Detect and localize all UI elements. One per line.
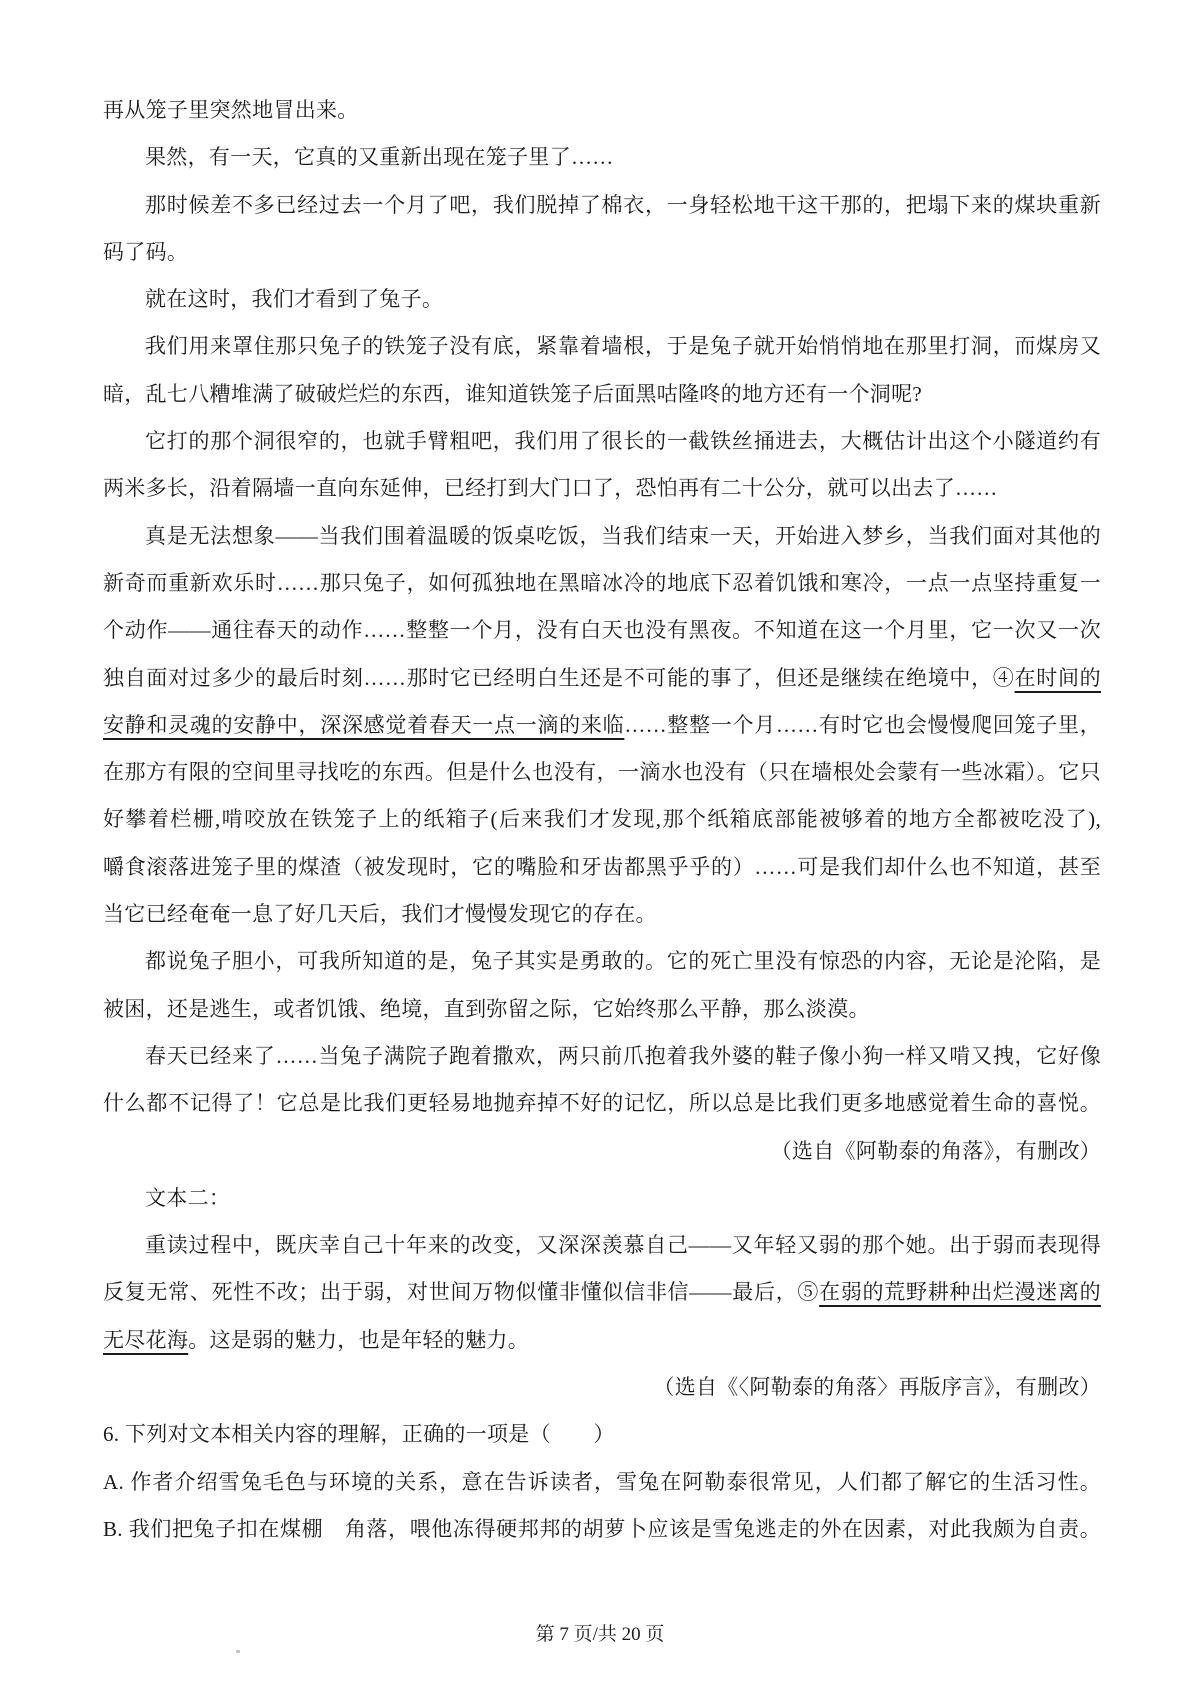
page-text	[103, 87, 1101, 1553]
text-segment: （选自《〈阿勒泰的角落〉再版序言》，有删改）	[653, 1375, 1101, 1400]
text-line-17	[103, 844, 1101, 891]
text-segment: 两米多长，沿着隔墙一直向东延伸，已经打到大门口了，恐怕再有二十公分，就可以出去了……	[103, 476, 998, 501]
text-segment: 那时候差不多已经过去一个月了吧，我们脱掉了棉衣，一身轻松地干这干那的，把塌下来的煤块重新	[145, 192, 1101, 217]
text-segment: （选自《阿勒泰的角落》，有删改）	[770, 1138, 1101, 1163]
text-segment: 文本二：	[145, 1185, 231, 1210]
text-segment: 在那方有限的空间里寻找吃的东西。但是什么也没有，一滴水也没有（只在墙根处会蒙有一些冰霜）。它只	[103, 760, 1101, 785]
scan-artifact-dot	[236, 1650, 240, 1653]
text-line-9	[103, 465, 1101, 512]
text-segment: 反复无常、死性不改；出于弱，对世间万物似懂非懂似信非信——最后，⑤	[103, 1280, 820, 1305]
text-line-13	[103, 655, 1101, 702]
underlined-annotation: 安静和灵魂的安静中，深深感觉着春天一点一滴的来临	[103, 712, 625, 737]
text-segment: 春天已经来了……当兔子满院子跑着撒欢，两只前爪抱着我外婆的鞋子像小狗一样又啃又拽，它好像	[145, 1043, 1101, 1068]
text-segment: 都说兔子胆小，可我所知道的是，兔子其实是勇敢的。它的死亡里没有惊恐的内容，无论是沦陷，是	[145, 949, 1101, 974]
text-segment: 被困，还是逃生，或者饥饿、绝境，直到弥留之际，它始终那么平静，那么淡漠。	[103, 996, 870, 1021]
text-segment: A. 作者介绍雪兔毛色与环境的关系，意在告诉读者，雪兔在阿勒泰很常见，人们都了解它的生活习性。	[103, 1469, 1101, 1494]
text-line-29	[103, 1411, 1101, 1458]
text-line-20	[103, 986, 1101, 1033]
text-line-5	[103, 276, 1101, 323]
text-segment: ……整整一个月……有时它也会慢慢爬回笼子里，	[624, 712, 1101, 737]
text-segment: 就在这时，我们才看到了兔子。	[145, 287, 444, 312]
text-segment: 码了码。	[103, 239, 189, 264]
text-segment: 它打的那个洞很窄的，也就手臂粗吧，我们用了很长的一截铁丝捅进去，大概估计出这个小隧道约有	[145, 429, 1101, 454]
text-segment: 嚼食滚落进笼子里的煤渣（被发现时，它的嘴脸和牙齿都黑乎乎的）……可是我们却什么也不知道，甚至	[103, 854, 1101, 879]
text-line-7	[103, 371, 1101, 418]
text-segment: 个动作——通往春天的动作……整整一个月，没有白天也没有黑夜。不知道在这一个月里，它一次又一次	[103, 618, 1101, 643]
text-segment: 什么都不记得了！它总是比我们更轻易地抛弃掉不好的记忆，所以总是比我们更多地感觉着生命的喜悦。	[103, 1091, 1101, 1116]
text-segment: 果然，有一天，它真的又重新出现在笼子里了……	[145, 145, 614, 170]
text-line-1	[103, 87, 1101, 134]
page-number-footer: 第 7 页/共 20 页	[535, 1624, 665, 1645]
text-line-28	[103, 1364, 1101, 1411]
text-line-26	[103, 1269, 1101, 1316]
underlined-annotation: 无尽花海	[103, 1327, 189, 1352]
text-segment: 独自面对过多少的最后时刻……那时它已经明白生还是不可能的事了，但还是继续在绝境中，④	[103, 665, 1015, 690]
text-line-19	[103, 938, 1101, 985]
text-line-23	[103, 1128, 1101, 1175]
text-line-3	[103, 182, 1101, 229]
text-line-24	[103, 1175, 1101, 1222]
underlined-annotation: 在弱的荒野耕种出烂漫迷离的	[819, 1280, 1101, 1305]
text-segment: B. 我们把兔子扣在煤棚 角落，喂他冻得硬邦邦的胡萝卜应该是雪兔逃走的外在因素，对此我颇为自责。	[103, 1516, 1101, 1541]
text-segment: 暗，乱七八糟堆满了破破烂烂的东西，谁知道铁笼子后面黑咕隆咚的地方还有一个洞呢?	[103, 381, 923, 406]
text-segment: 我们用来罩住那只兔子的铁笼子没有底，紧靠着墙根，于是兔子就开始悄悄地在那里打洞，而煤房又	[145, 334, 1101, 359]
text-line-12	[103, 607, 1101, 654]
text-line-14	[103, 702, 1101, 749]
text-segment: 新奇而重新欢乐时……那只兔子，如何孤独地在黑暗冰冷的地底下忍着饥饿和寒冷，一点一点坚持重复一	[103, 570, 1101, 595]
text-line-8	[103, 418, 1101, 465]
underlined-annotation: 在时间的	[1014, 665, 1101, 690]
text-line-22	[103, 1080, 1101, 1127]
text-segment: 。这是弱的魅力，也是年轻的魅力。	[188, 1327, 530, 1352]
text-segment: 真是无法想象——当我们围着温暖的饭桌吃饭，当我们结束一天，开始进入梦乡，当我们面对其他的	[145, 523, 1101, 548]
text-segment: 好攀着栏栅,啃咬放在铁笼子上的纸箱子(后来我们才发现,那个纸箱底部能被够着的地方全都被吃没了),	[103, 807, 1101, 832]
text-line-16	[103, 796, 1101, 843]
text-line-15	[103, 749, 1101, 796]
text-segment: 重读过程中，既庆幸自己十年来的改变，又深深羡慕自己——又年轻又弱的那个她。出于弱而表现得	[145, 1233, 1101, 1258]
text-segment: 当它已经奄奄一息了好几天后，我们才慢慢发现它的存在。	[103, 902, 657, 927]
text-line-18	[103, 891, 1101, 938]
text-line-2	[103, 134, 1101, 181]
text-line-27	[103, 1317, 1101, 1364]
text-line-21	[103, 1033, 1101, 1080]
text-segment: 6. 下列对文本相关内容的理解，正确的一项是（ ）	[103, 1422, 615, 1447]
text-line-31	[103, 1506, 1101, 1553]
text-line-11	[103, 560, 1101, 607]
text-segment: 再从笼子里突然地冒出来。	[103, 98, 359, 122]
text-line-6	[103, 323, 1101, 370]
text-line-4	[103, 229, 1101, 276]
text-line-25	[103, 1222, 1101, 1269]
text-line-10	[103, 513, 1101, 560]
text-line-30	[103, 1459, 1101, 1506]
